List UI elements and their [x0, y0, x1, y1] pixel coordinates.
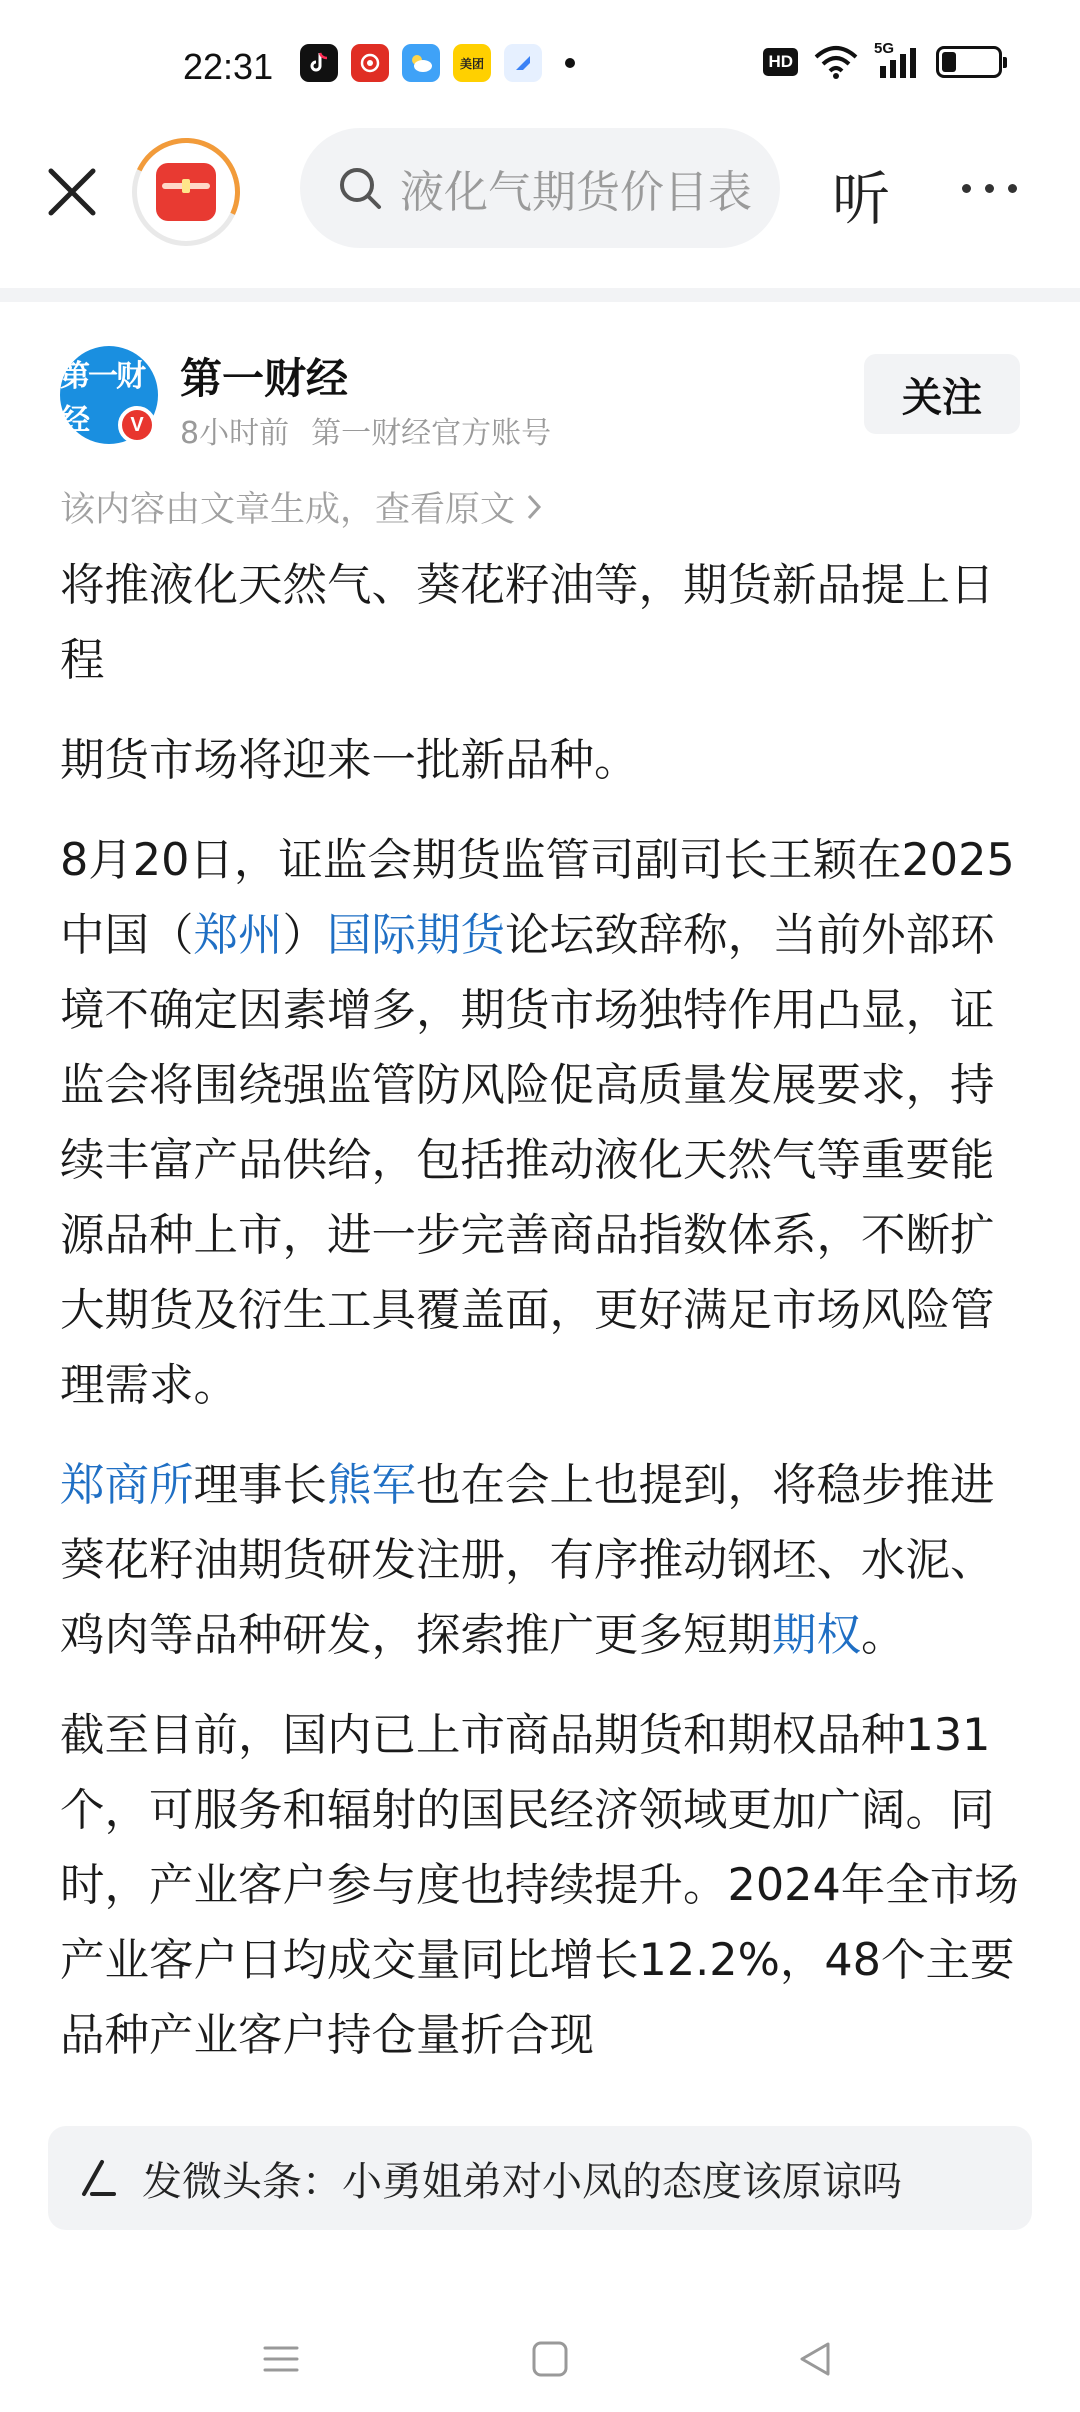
red-packet-logo[interactable] [132, 138, 240, 246]
link-international-futures[interactable]: 国际期货 [327, 910, 506, 961]
hd-badge: HD [763, 48, 798, 76]
paragraph-text: 理事长 [193, 1460, 328, 1511]
wifi-icon [814, 45, 858, 79]
author-meta [180, 408, 551, 452]
nav-back-button[interactable] [796, 2340, 834, 2382]
chevron-right-icon [525, 492, 543, 522]
follow-button[interactable]: 关注 [864, 354, 1020, 434]
pen-icon [78, 2158, 118, 2198]
battery-level-fill [942, 52, 956, 72]
article-paragraph: 期货市场将迎来一批新品种。 [60, 735, 639, 786]
more-dot-icon [962, 184, 971, 193]
paragraph-text: 论坛致辞称，当前外部环境不确定因素增多，期货市场独特作用凸显，证监会将围绕强监管防风险促高质量发展要求，持续丰富产品供给，包括推动液化天然气等重要能源品种上市，进一步完善商品指数体系，不断扩大期货及衍生工具覆盖面，更好满足市场风险管理需求。 [60, 910, 995, 1411]
section-divider [0, 288, 1080, 302]
article-headline: 将推液化天然气、葵花籽油等，期货新品提上日程 [60, 560, 995, 686]
verified-badge-icon: V [118, 406, 156, 444]
source-note-text: 该内容由文章生成，查看原文 [60, 490, 516, 530]
battery-icon [936, 46, 1002, 78]
weather-icon [402, 44, 440, 82]
nav-home-button[interactable] [531, 2340, 569, 2382]
more-options-button[interactable] [962, 184, 1017, 193]
search-icon [338, 166, 382, 210]
link-zhengzhou[interactable]: 郑州 [193, 910, 283, 961]
top-nav [0, 120, 1080, 290]
signal-icon [874, 40, 920, 80]
tiktok-icon [300, 44, 338, 82]
status-bar [0, 0, 1080, 120]
account-type: 第一财经官方账号 [311, 416, 552, 451]
blue-app-icon [504, 44, 542, 82]
status-time: 22:31 [183, 46, 274, 87]
article-paragraph [60, 1448, 1024, 1673]
paragraph-text: ） [282, 910, 328, 961]
author-avatar[interactable]: 第一财经 [60, 346, 158, 444]
nav-menu-button[interactable] [262, 2340, 300, 2382]
network-type-label: 5G [874, 40, 895, 57]
more-dot-icon [1008, 184, 1017, 193]
link-options[interactable]: 期权 [772, 1610, 862, 1661]
system-nav-bar [0, 2300, 1080, 2412]
post-time: 8小时前 [180, 416, 290, 451]
author-name[interactable]: 第一财经 [180, 354, 349, 403]
composer-text: 发微头条：小勇姐弟对小凤的态度该原谅吗 [142, 2158, 902, 2205]
notification-icons [300, 44, 575, 82]
paragraph-text: 8月20日，证监会期货监管司副司长王颖在2025中国（ [60, 835, 1015, 961]
menu-icon [262, 2340, 300, 2378]
search-placeholder: 液化气期货价目表 [400, 167, 752, 218]
close-icon [47, 167, 97, 217]
pinduoduo-icon [351, 44, 389, 82]
article-body [60, 548, 1024, 2100]
search-bar[interactable] [300, 128, 780, 248]
meituan-icon: 美团 [453, 44, 491, 82]
view-original-link[interactable] [60, 482, 543, 532]
back-triangle-icon [796, 2340, 834, 2378]
paragraph-text: 。 [861, 1610, 906, 1661]
more-dot-icon [985, 184, 994, 193]
link-czce[interactable]: 郑商所 [60, 1460, 194, 1511]
more-notifications-dot [565, 58, 575, 68]
red-packet-icon [156, 163, 216, 221]
author-row [0, 330, 1080, 460]
home-square-icon [531, 2340, 569, 2378]
close-button[interactable] [40, 160, 104, 224]
article-paragraph: 截至目前，国内已上市商品期货和期权品种131个，可服务和辐射的国民经济领域更加广阔。同时，产业客户参与度也持续提升。2024年全市场产业客户日均成交量同比增长12.2%，48个主要品种产业客户持仓量折合现 [60, 1710, 1019, 2061]
listen-button[interactable]: 听 [832, 165, 891, 233]
article-paragraph [60, 823, 1024, 1423]
paragraph-text: 也在会上也提到，将稳步推进葵花籽油期货研发注册，有序推动钢坯、水泥、鸡肉等品种研发，探索推广更多短期 [60, 1460, 995, 1661]
post-composer-bar[interactable] [48, 2126, 1032, 2230]
system-icons [763, 40, 1002, 80]
link-xiong-jun[interactable]: 熊军 [327, 1460, 417, 1511]
